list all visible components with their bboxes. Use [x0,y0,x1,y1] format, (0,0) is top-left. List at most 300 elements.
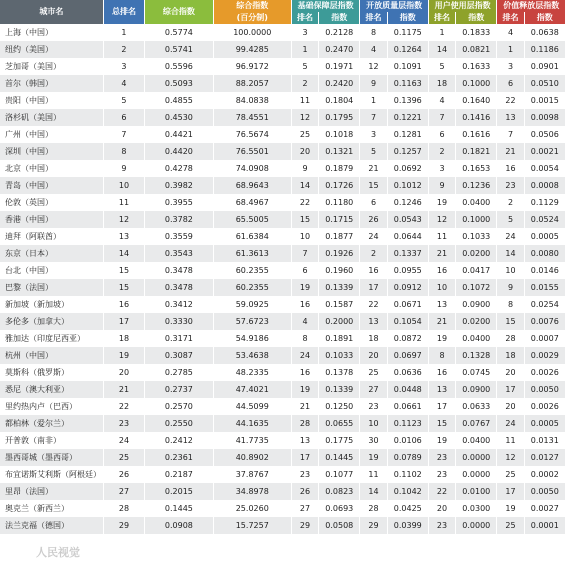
cell-open-rank: 2 [360,245,387,262]
cell-value-rank: 12 [497,449,524,466]
cell-city: 香港（中国） [0,211,103,228]
cell-composite: 0.3982 [145,177,214,194]
cell-composite: 0.0908 [145,517,214,534]
cell-open-rank: 5 [360,143,387,160]
cell-composite: 0.2570 [145,398,214,415]
cell-basic-rank: 19 [291,279,318,296]
table-row [0,449,566,466]
cell-open-rank: 20 [360,347,387,364]
cell-value-index: 0.0002 [524,466,565,483]
cell-total-rank: 3 [103,58,144,75]
cell-total-rank: 24 [103,432,144,449]
cell-total-rank: 23 [103,415,144,432]
cell-open-rank: 7 [360,109,387,126]
cell-city: 里约热内卢（巴西） [0,398,103,415]
cell-total-rank: 26 [103,466,144,483]
cell-usage-rank: 17 [428,398,455,415]
cell-composite: 0.2550 [145,415,214,432]
cell-basic-rank: 19 [291,381,318,398]
cell-value-index: 0.0007 [524,330,565,347]
cell-basic-rank: 15 [291,211,318,228]
cell-basic-rank: 5 [291,58,318,75]
cell-open-rank: 23 [360,398,387,415]
cell-city: 布宜诺斯艾利斯（阿根廷） [0,466,103,483]
cell-value-rank: 11 [497,432,524,449]
cell-open-rank: 13 [360,313,387,330]
cell-basic-rank: 7 [291,245,318,262]
cell-total-rank: 19 [103,347,144,364]
header-composite: 综合指数 [145,0,214,24]
cell-usage-rank: 8 [428,347,455,364]
cell-basic-index: 0.1891 [319,330,360,347]
cell-basic-rank: 23 [291,466,318,483]
cell-usage-rank: 23 [428,517,455,534]
cell-value-index: 0.0026 [524,364,565,381]
cell-total-rank: 18 [103,330,144,347]
cell-composite: 0.3087 [145,347,214,364]
cell-basic-index: 0.1378 [319,364,360,381]
cell-usage-rank: 14 [428,41,455,58]
cell-value-rank: 24 [497,228,524,245]
cell-city: 深圳（中国） [0,143,103,160]
table-row [0,347,566,364]
cell-value-index: 0.0080 [524,245,565,262]
cell-usage-index: 0.0900 [456,296,497,313]
cell-composite: 0.4530 [145,109,214,126]
cell-open-index: 0.0872 [387,330,428,347]
cell-usage-rank: 6 [428,126,455,143]
cell-total-rank: 12 [103,211,144,228]
cell-open-index: 0.1175 [387,24,428,41]
cell-open-index: 0.0912 [387,279,428,296]
cell-composite: 0.3412 [145,296,214,313]
cell-composite: 0.4855 [145,92,214,109]
cell-usage-index: 0.0400 [456,432,497,449]
cell-composite-pct: 99.4285 [213,41,291,58]
cell-basic-rank: 10 [291,228,318,245]
cell-composite-pct: 78.4551 [213,109,291,126]
cell-basic-index: 0.1804 [319,92,360,109]
cell-composite: 0.3171 [145,330,214,347]
cell-value-index: 0.0524 [524,211,565,228]
cell-composite: 0.3478 [145,262,214,279]
cell-value-index: 0.0050 [524,381,565,398]
cell-city: 新加坡（新加坡） [0,296,103,313]
cell-usage-rank: 13 [428,381,455,398]
cell-city: 上海（中国） [0,24,103,41]
header-usage-rank: 排名 [428,12,455,24]
table-row [0,398,566,415]
cell-basic-index: 0.1795 [319,109,360,126]
cell-basic-rank: 22 [291,194,318,211]
cell-value-index: 0.0027 [524,500,565,517]
cell-basic-rank: 21 [291,398,318,415]
cell-basic-rank: 9 [291,160,318,177]
cell-open-rank: 24 [360,228,387,245]
cell-basic-index: 0.1587 [319,296,360,313]
table-row [0,211,566,228]
cell-basic-index: 0.1879 [319,160,360,177]
cell-usage-index: 0.1416 [456,109,497,126]
cell-basic-index: 0.1445 [319,449,360,466]
cell-open-index: 0.1012 [387,177,428,194]
watermark: 人民视觉 [36,546,80,559]
cell-basic-rank: 3 [291,24,318,41]
cell-value-rank: 13 [497,109,524,126]
cell-usage-index: 0.1000 [456,211,497,228]
cell-total-rank: 17 [103,313,144,330]
cell-value-index: 0.0506 [524,126,565,143]
cell-city: 雅加达（印度尼西亚） [0,330,103,347]
cell-usage-index: 0.0821 [456,41,497,58]
cell-basic-index: 0.1077 [319,466,360,483]
cell-city: 法兰克福（德国） [0,517,103,534]
cell-value-rank: 20 [497,364,524,381]
cell-composite: 0.2737 [145,381,214,398]
cell-total-rank: 27 [103,483,144,500]
cell-open-index: 0.0399 [387,517,428,534]
cell-value-rank: 14 [497,245,524,262]
cell-open-rank: 26 [360,211,387,228]
table-row [0,364,566,381]
cell-basic-index: 0.1715 [319,211,360,228]
cell-open-rank: 1 [360,92,387,109]
cell-value-index: 0.0005 [524,228,565,245]
table-row [0,381,566,398]
cell-composite-pct: 34.8978 [213,483,291,500]
cell-basic-index: 0.1018 [319,126,360,143]
cell-basic-rank: 27 [291,500,318,517]
cell-composite-pct: 76.5501 [213,143,291,160]
cell-usage-index: 0.0200 [456,245,497,262]
cell-usage-rank: 19 [428,432,455,449]
cell-value-rank: 19 [497,500,524,517]
cell-usage-rank: 10 [428,279,455,296]
table-row [0,415,566,432]
cell-basic-index: 0.0693 [319,500,360,517]
table-row [0,160,566,177]
table-row [0,41,566,58]
cell-basic-rank: 1 [291,41,318,58]
cell-usage-rank: 11 [428,228,455,245]
cell-composite-pct: 40.8902 [213,449,291,466]
cell-composite-pct: 44.1635 [213,415,291,432]
cell-basic-rank: 16 [291,296,318,313]
cell-open-index: 0.1163 [387,75,428,92]
cell-usage-rank: 18 [428,75,455,92]
header-group-value: 价值释放层指数 [497,0,566,12]
cell-basic-rank: 17 [291,449,318,466]
cell-value-rank: 24 [497,415,524,432]
cell-open-index: 0.1246 [387,194,428,211]
cell-value-index: 0.0008 [524,177,565,194]
cell-usage-rank: 16 [428,262,455,279]
cell-usage-rank: 3 [428,160,455,177]
cell-value-index: 0.0155 [524,279,565,296]
cell-usage-index: 0.1633 [456,58,497,75]
cell-open-index: 0.1281 [387,126,428,143]
table-row [0,500,566,517]
cell-usage-index: 0.0200 [456,313,497,330]
cell-value-index: 0.0001 [524,517,565,534]
cell-composite: 0.2785 [145,364,214,381]
header-usage-index: 指数 [456,12,497,24]
cell-total-rank: 16 [103,296,144,313]
cell-open-rank: 6 [360,194,387,211]
cell-basic-index: 0.1971 [319,58,360,75]
cell-composite-pct: 44.5099 [213,398,291,415]
cell-city: 墨西哥城（墨西哥） [0,449,103,466]
cell-city: 多伦多（加拿大） [0,313,103,330]
cell-basic-rank: 2 [291,75,318,92]
cell-usage-index: 0.0633 [456,398,497,415]
cell-basic-rank: 16 [291,364,318,381]
cell-open-rank: 11 [360,466,387,483]
cell-usage-index: 0.0100 [456,483,497,500]
header-open-rank: 排名 [360,12,387,24]
cell-city: 莫斯科（俄罗斯） [0,364,103,381]
cell-usage-rank: 22 [428,483,455,500]
cell-open-index: 0.0955 [387,262,428,279]
cell-usage-rank: 19 [428,194,455,211]
header-group-open: 开放质量层指数 [360,0,429,12]
cell-value-rank: 28 [497,330,524,347]
cell-city: 里昂（法国） [0,483,103,500]
cell-usage-index: 0.0417 [456,262,497,279]
cell-value-rank: 15 [497,313,524,330]
cell-composite-pct: 96.9172 [213,58,291,75]
table-row [0,262,566,279]
table-row [0,517,566,534]
cell-composite-pct: 48.2335 [213,364,291,381]
cell-composite: 0.4278 [145,160,214,177]
cell-usage-rank: 1 [428,24,455,41]
cell-composite: 0.5093 [145,75,214,92]
cell-usage-index: 0.0000 [456,517,497,534]
cell-open-index: 0.1337 [387,245,428,262]
cell-value-rank: 25 [497,466,524,483]
cell-usage-index: 0.1640 [456,92,497,109]
cell-open-index: 0.0636 [387,364,428,381]
cell-usage-index: 0.1616 [456,126,497,143]
cell-value-rank: 17 [497,483,524,500]
cell-usage-rank: 23 [428,449,455,466]
header-composite-pct-line2: (百分制) [236,13,268,22]
cell-value-index: 0.0005 [524,415,565,432]
cell-usage-index: 0.0000 [456,466,497,483]
cell-value-rank: 17 [497,381,524,398]
cell-composite-pct: 41.7735 [213,432,291,449]
cell-composite: 0.5774 [145,24,214,41]
cell-usage-rank: 21 [428,313,455,330]
cell-city: 伦敦（英国） [0,194,103,211]
cell-usage-rank: 2 [428,143,455,160]
cell-composite: 0.3478 [145,279,214,296]
cell-open-rank: 19 [360,449,387,466]
cell-basic-index: 0.1926 [319,245,360,262]
cell-usage-index: 0.0900 [456,381,497,398]
cell-value-rank: 4 [497,24,524,41]
cell-city: 开普敦（南非） [0,432,103,449]
cell-open-index: 0.0543 [387,211,428,228]
cell-open-index: 0.0644 [387,228,428,245]
cell-value-rank: 8 [497,296,524,313]
header-basic-rank: 排名 [291,12,318,24]
table-row [0,245,566,262]
cell-value-rank: 3 [497,58,524,75]
cell-value-rank: 23 [497,177,524,194]
cell-open-index: 0.0448 [387,381,428,398]
cell-city: 奥克兰（新西兰） [0,500,103,517]
cell-value-rank: 25 [497,517,524,534]
cell-value-rank: 22 [497,92,524,109]
cell-composite: 0.2187 [145,466,214,483]
cell-open-index: 0.1102 [387,466,428,483]
cell-composite: 0.3559 [145,228,214,245]
cell-basic-rank: 11 [291,92,318,109]
table-row [0,24,566,41]
cell-composite: 0.2361 [145,449,214,466]
cell-composite-pct: 84.0838 [213,92,291,109]
cell-total-rank: 11 [103,194,144,211]
cell-usage-rank: 23 [428,466,455,483]
header-open-index: 指数 [387,12,428,24]
cell-basic-rank: 6 [291,262,318,279]
cell-basic-rank: 13 [291,432,318,449]
header-value-rank: 排名 [497,12,524,24]
cell-usage-index: 0.1833 [456,24,497,41]
cell-open-index: 0.0671 [387,296,428,313]
cell-open-index: 0.1123 [387,415,428,432]
cell-basic-index: 0.2000 [319,313,360,330]
cell-value-index: 0.0076 [524,313,565,330]
cell-usage-rank: 4 [428,92,455,109]
cell-city: 首尔（韩国） [0,75,103,92]
cell-composite: 0.3955 [145,194,214,211]
cell-value-rank: 16 [497,160,524,177]
cell-composite-pct: 65.5005 [213,211,291,228]
cell-city: 青岛（中国） [0,177,103,194]
table-row [0,143,566,160]
cell-total-rank: 15 [103,262,144,279]
cell-composite-pct: 60.2355 [213,279,291,296]
cell-open-rank: 9 [360,75,387,92]
cell-composite: 0.2015 [145,483,214,500]
cell-open-rank: 16 [360,262,387,279]
cell-usage-rank: 5 [428,58,455,75]
cell-composite: 0.5741 [145,41,214,58]
cell-usage-rank: 7 [428,109,455,126]
cell-value-index: 0.0021 [524,143,565,160]
cell-usage-index: 0.1033 [456,228,497,245]
cell-composite-pct: 68.4967 [213,194,291,211]
cell-total-rank: 4 [103,75,144,92]
cell-total-rank: 21 [103,381,144,398]
cell-value-index: 0.0098 [524,109,565,126]
cell-composite-pct: 15.7257 [213,517,291,534]
cell-city: 纽约（美国） [0,41,103,58]
header-group-basic: 基础保障层指数 [291,0,360,12]
cell-usage-index: 0.0767 [456,415,497,432]
cell-open-rank: 29 [360,517,387,534]
cell-usage-index: 0.0400 [456,194,497,211]
cell-composite: 0.4420 [145,143,214,160]
cell-basic-rank: 4 [291,313,318,330]
table-row [0,126,566,143]
cell-open-rank: 25 [360,364,387,381]
cell-total-rank: 2 [103,41,144,58]
cell-basic-index: 0.1321 [319,143,360,160]
cell-open-index: 0.0425 [387,500,428,517]
cell-basic-rank: 20 [291,143,318,160]
cell-value-rank: 21 [497,143,524,160]
cell-basic-rank: 14 [291,177,318,194]
cell-usage-rank: 19 [428,330,455,347]
cell-value-index: 0.0510 [524,75,565,92]
cell-composite-pct: 60.2355 [213,262,291,279]
cell-open-index: 0.1396 [387,92,428,109]
cell-value-index: 0.0050 [524,483,565,500]
cell-composite-pct: 61.3613 [213,245,291,262]
cell-open-rank: 28 [360,500,387,517]
cell-open-rank: 17 [360,279,387,296]
cell-composite: 0.3782 [145,211,214,228]
cell-basic-index: 0.1180 [319,194,360,211]
cell-composite-pct: 74.0908 [213,160,291,177]
table-row [0,313,566,330]
cell-total-rank: 1 [103,24,144,41]
header-composite-pct [213,0,291,24]
header-city: 城市名 [0,0,103,24]
cell-basic-rank: 29 [291,517,318,534]
cell-basic-rank: 26 [291,483,318,500]
cell-open-rank: 30 [360,432,387,449]
cell-composite-pct: 100.0000 [213,24,291,41]
cell-value-rank: 10 [497,262,524,279]
cell-city: 北京（中国） [0,160,103,177]
cell-value-index: 0.1186 [524,41,565,58]
table-row [0,432,566,449]
cell-total-rank: 7 [103,126,144,143]
cell-open-rank: 18 [360,330,387,347]
cell-basic-index: 0.1877 [319,228,360,245]
cell-total-rank: 20 [103,364,144,381]
cell-usage-rank: 20 [428,500,455,517]
table-row [0,75,566,92]
table-row [0,296,566,313]
table-row [0,58,566,75]
cell-basic-index: 0.0655 [319,415,360,432]
cell-open-index: 0.1264 [387,41,428,58]
cell-open-index: 0.1091 [387,58,428,75]
cell-total-rank: 13 [103,228,144,245]
cell-basic-rank: 8 [291,330,318,347]
cell-open-rank: 12 [360,58,387,75]
header-basic-index: 指数 [319,12,360,24]
cell-usage-rank: 12 [428,211,455,228]
cell-value-index: 0.0254 [524,296,565,313]
cell-composite: 0.1445 [145,500,214,517]
cell-usage-rank: 21 [428,245,455,262]
cell-composite-pct: 25.0260 [213,500,291,517]
cell-usage-index: 0.0000 [456,449,497,466]
cell-value-index: 0.0146 [524,262,565,279]
cell-composite: 0.3330 [145,313,214,330]
cell-city: 迪拜（阿联酋） [0,228,103,245]
cell-total-rank: 6 [103,109,144,126]
header-composite-pct-line1: 综合指数 [236,1,269,10]
cell-total-rank: 10 [103,177,144,194]
